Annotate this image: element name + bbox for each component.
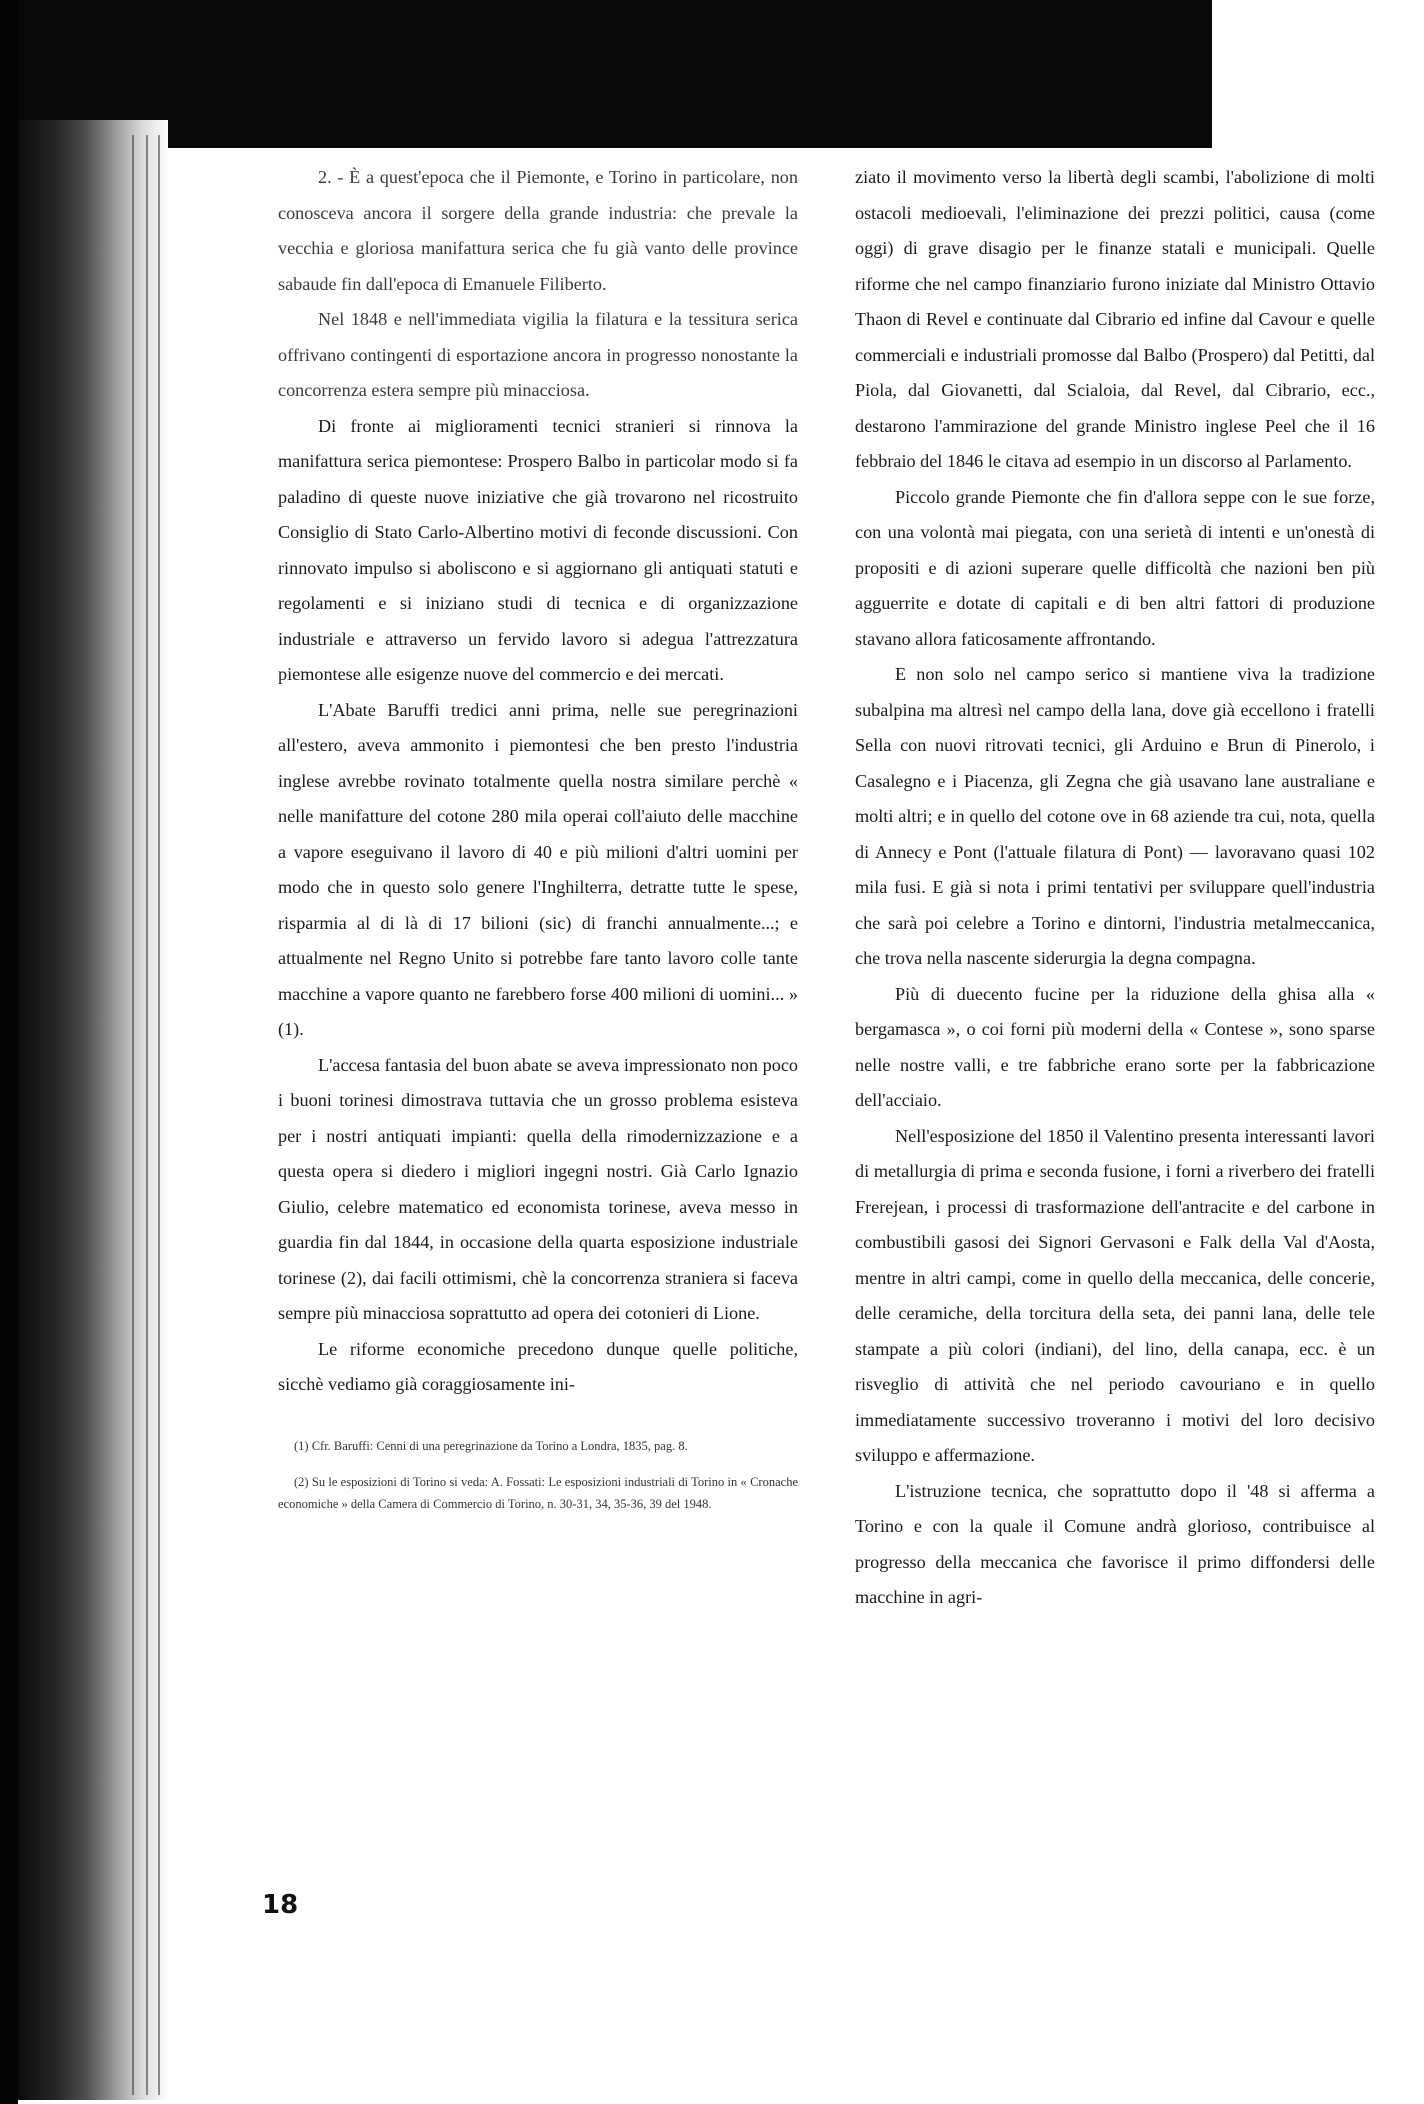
paragraph: Le riforme economiche precedono dunque quelle politiche, sicchè vediamo già coraggiosamente ini-: [278, 1338, 798, 1394]
page-edge-line: [146, 135, 148, 2095]
page-edge-line: [158, 135, 160, 2095]
paragraph: Nel 1848 e nell'immediata vigilia la filatura e la tessitura serica offrivano contingenti di esportazione ancora in progresso nonostante la concorrenza estera sempre più minacciosa.: [278, 309, 798, 400]
paragraph-continuation: ziato il movimento verso la libertà degli scambi, l'abolizione di molti ostacoli medioevali, l'eliminazione dei prezzi politici, causa (come oggi) di grave disagio per le finanze statali e municipali. Quelle riforme che nel campo finanziario furono iniziate dal Ministro Ottavio Thaon di Revel e continuate dal Cibrario ed infine dal Cavour e quelle commerciali e industriali promosse dal Balbo (Prospero) dal Petitti, dal Piola, dal Giovanetti, dal Scialoia, dal Revel, dal Cibrario, ecc., destarono l'ammirazione del grande Ministro inglese Peel che il 16 febbraio del 1846 le citava ad esempio in un discorso al Parlamento.: [855, 167, 1375, 471]
paragraph-section-2: 2. - È a quest'epoca che il Piemonte, e Torino in particolare, non conosceva ancora il sorgere della grande industria: che prevale la vecchia e gloriosa manifattura serica che fu già vanto delle province sabaude fin dall'epoca di Emanuele Filiberto.: [278, 167, 798, 294]
scan-dark-border-left: [0, 0, 18, 2104]
paragraph: E non solo nel campo serico si mantiene viva la tradizione subalpina ma altresì nel campo della lana, dove già eccellono i fratelli Sella con nuovi ritrovati tecnici, gli Arduino e Brun di Pinerolo, i Casalegno e i Piacenza, gli Zegna che già usavano lane australiane e molti altri; e in quello del cotone ove in 68 aziende tra cui, nota, quella di Annecy e Pont (l'attuale filatura di Pont) — lavoravano quasi 102 mila fusi. E già si nota i primi tentativi per sviluppare quell'industria che sarà poi celebre a Torino e dintorni, l'industria metalmeccanica, che trova nella nascente siderurgia la degna compagna.: [855, 664, 1375, 968]
page-number: 18: [262, 1890, 299, 1920]
right-text-column: [855, 160, 1375, 1616]
paragraph: Di fronte ai miglioramenti tecnici stranieri si rinnova la manifattura serica piemontese: Prospero Balbo in particolar modo si fa paladino di queste nuove iniziative che già trovarono nel ricostruito Consiglio di Stato Carlo-Albertino motivi di feconde discussioni. Con rinnovato impulso si aboliscono e si aggiornano gli antiquati statuti e regolamenti e si iniziano studi di tecnica e di organizzazione industriale e attraverso un fervido lavoro si adegua l'attrezzatura piemontese alle esigenze nuove del commercio e dei mercati.: [278, 415, 798, 684]
paragraph: Piccolo grande Piemonte che fin d'allora seppe con le sue forze, con una volontà mai piegata, con una serietà di intenti e un'onestà di propositi e di azioni superare quelle difficoltà che nazioni ben più agguerrite e dotate di capitali e di ben altri fattori di produzione stavano allora faticosamente affrontando.: [855, 486, 1375, 649]
paragraph: Più di duecento fucine per la riduzione della ghisa alla « bergamasca », o coi forni più moderni della « Contese », sono sparse nelle nostre valli, e tre fabbriche erano sorte per la fabbricazione dell'acciaio.: [855, 983, 1375, 1110]
scan-dark-border-top: [0, 0, 1212, 148]
paragraph: L'accesa fantasia del buon abate se aveva impressionato non poco i buoni torinesi dimostrava tuttavia che un grosso problema esisteva per i nostri antiquati impianti: quella della rimodernizzazione e a questa opera si diedero i migliori ingegni nostri. Già Carlo Ignazio Giulio, celebre matematico ed economista torinese, aveva messo in guardia fin dal 1844, in occasione della quarta esposizione industriale torinese (2), dai facili ottimismi, chè la concorrenza straniera si faceva sempre più minacciosa soprattutto ad opera dei cotonieri di Lione.: [278, 1054, 798, 1323]
left-text-column: [278, 160, 798, 1529]
paragraph: L'Abate Baruffi tredici anni prima, nelle sue peregrinazioni all'estero, aveva ammonito i piemontesi che ben presto l'industria inglese avrebbe rovinato totalmente quella nostra similare perchè « nelle manifatture del cotone 280 mila operai coll'aiuto delle macchine a vapore eseguivano il lavoro di 40 e più milioni d'altri uomini per modo che in questo solo genere l'Inghilterra, detratte tutte le spese, risparmia al di là di 17 bilioni (sic) di franchi annualmente...; e attualmente nel Regno Unito si potrebbe fare tanto lavoro colle tante macchine a vapore quanto ne farebbero forse 400 milioni di uomini... » (1).: [278, 699, 798, 1039]
footnotes: [278, 1435, 798, 1515]
footnote-2: (2) Su le esposizioni di Torino si veda: A. Fossati: Le esposizioni industriali di Torino in « Cronache economiche » della Camera di Commercio di Torino, n. 30-31, 34, 35-36, 39 del 1948.: [278, 1474, 798, 1511]
page-edge-line: [132, 135, 134, 2095]
paragraph: L'istruzione tecnica, che soprattutto dopo il '48 si afferma a Torino e con la quale il Comune andrà glorioso, contribuisce al progresso della meccanica che favorisce il primo diffondersi delle macchine in agri-: [855, 1480, 1375, 1607]
footnote-1: (1) Cfr. Baruffi: Cenni di una peregrinazione da Torino a Londra, 1835, pag. 8.: [294, 1438, 688, 1453]
paragraph: Nell'esposizione del 1850 il Valentino presenta interessanti lavori di metallurgia di prima e seconda fusione, i forni a riverbero dei fratelli Frerejean, i processi di trasformazione dell'antracite e del carbone in combustibili gasosi dei Signori Gervasoni e Falk della Val d'Aosta, mentre in altri campi, come in quello della meccanica, delle concerie, delle ceramiche, della torcitura della seta, dei panni lana, delle tele stampate a più colori (indiani), del lino, della canapa, ecc. è un risveglio di attività che nel periodo cavouriano e in quello immediatamente successivo troveranno i motivi del loro decisivo sviluppo e affermazione.: [855, 1125, 1375, 1465]
